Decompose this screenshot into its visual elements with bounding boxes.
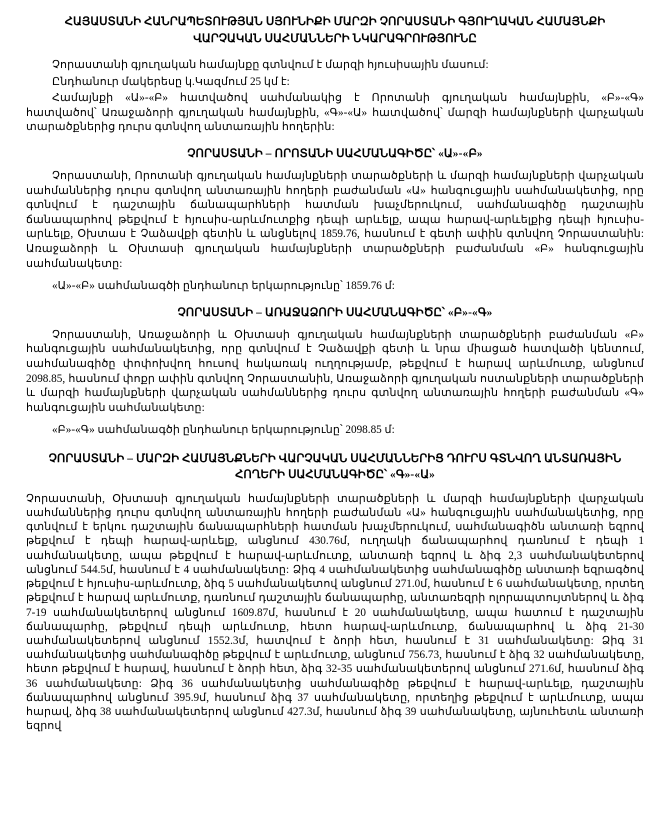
section-bg-body xyxy=(26,328,644,438)
section-ga-body xyxy=(26,492,644,733)
document-title xyxy=(26,14,644,48)
section-ab-length: «Ա»-«Բ» սահմանագծի ընդհանուր երկարությունը՝ 1859.76 մ: xyxy=(52,280,395,293)
intro-block xyxy=(26,58,644,135)
section-heading-ab: ՉՈՐԱՍՏԱՆԻ – ՈՐՈՏԱՆԻ ՍԱՀՄԱՆԱԳԻԾԸ՝ «Ա»-«Բ» xyxy=(187,147,483,160)
section-ab-paragraph: Չորաստանի, Որոտանի գյուղական համայնքների տարածքների և մարզի համայնքների վարչական սահմաններից դուրս գտնվող անտառային հողերի բաժանման «Ա» հանգուցային սահմանակետից, որը գտնվում է դաշտային ճանապարհների հատման խաչմերուկում, սահմանագիծը դաշտային ճանապարհով թեքվում է հյուսիս-արևմուտքից դեպի արևելք, ապա հարավ-արևելքից դեպի հյուսիս-արևելք, Օխտաս է Չաձավքի գետին և անցնելով 1859.76, հասնում է գետի ափին գտնվող Չորաստանին: Առաջաձորի և Օխտասի գյուղական համայնքների տարածքների բաժանման «Բ» հանգուցային սահմանակետը: xyxy=(26,169,644,270)
section-heading-ga xyxy=(26,451,644,483)
section-ga-paragraph: Չորաստանի, Օխտասի գյուղական համայնքների տարածքների և մարզի համայնքների վարչական սահմաններից դուրս գտնվող անտառային հողերի բաժանման «Ա» հանգուցային սահմանակետից, որը գտնվում է երկու դաշտային ճանապարհների հատման խաչմերուկում, սահմանագիծն անտառի եզրով թեքվում է դեպի հարավ-արևելք, անցնում 430.76մ, ուղղակի ճանապարհով դառնում է դեպի 1 սահմանակետը, ապա թեքվում է հարավ-արևմուտք, անտառի եզրով և ձիգ 2,3 սահմանակետերով անցնում 544.5մ, հասնում է 4 սահմանակետը: Ձիգ 4 սահմանակետից սահմանագիծը անտառի եզրագծով թեքվում է հյուսիս-արևմուտք, ձիգ 5 սահմանակետով անցնում 271.0մ, հասնում է 6 սահմանակետը, որտեղ թեքվում է հարավ արևմուտք, դառնում դաշտային ճանապարհը, անտառեզրի ոլորապտույտներով և ձիգ 7-19 սահմանակետերով անցնում 1609.87մ, հասնում է 20 սահմանակետը, ապա հատում է դաշտային ճանապարհը, թեքվում դեպի արևմուտք, հետո հարավ-արևմուտք, ճանապարհով և ձիգ 21-30 սահմանակետերով անցնում 1552.3մ, հատվում է ձորի հետ, հասնում է 31 սահմանակետը: Ձիգ 31 սահմանակետից սահմանագիծը թեքվում է արևմուտք, անցնում 756.73, հասնում է ձիգ 32 սահմանակետը, հետո թեքվում է հարավ, հասնում է ձորի հետ, ձիգ 32-35 սահմանակետերով անցնում 271.6մ, հասնում ձիգ 36 սահմանակետը: Ձիգ 36 սահմանակետից սահմանագիծը թեքվում է հարավ-արևելք, դաշտային ճանապարհով անցնում 395.9մ, հասնում ձիգ 37 սահմանակետը, որտեղից թեքվում է արևմուտք, ապա հարավ, ձիգ 38 սահմանակետերով անցնում 427.3մ, հասնում ձիգ 39 սահմանակետը, այնուհետև անտառի եզրով xyxy=(26,492,644,733)
section-heading-ga-line-2: ԱՆՏԱՌԱՅԻՆ ՀՈՂԵՐԻ ՍԱՀՄԱՆԱԳԻԾԸ՝ «Գ»-«Ա» xyxy=(235,452,622,481)
section-bg-length: «Բ»-«Գ» սահմանագծի ընդհանուր երկարությունը՝ 2098.85 մ: xyxy=(52,424,395,437)
intro-paragraph-2: Ընդհանուր մակերեսը կ.Կազմում 25 կմ է: xyxy=(52,75,290,88)
section-bg-paragraph: Չորաստանի, Առաջաձորի և Օխտասի գյուղական համայնքների տարածքների բաժանման «Բ» հանգուցային սահմանակետից, որը գտնվում է Չաձավքի գետի և նրա միացած հատվածի կենտում, սահմանագիծը փոփոխվող հուսով հակառակ ուղղությամբ, թեքվում է հարավ արևմուտք, անցնում 2098.85, հասնում փոքր ափին գտնվող Չորաստանին, Առաջաձորի գյուղական ոստանքների տարածքների և մարզի համայնքների վարչական սահմաններից դուրս գտնվող անտառային հողերի բաժանման «Գ» հանգուցային սահմանակետը: xyxy=(26,328,644,414)
document-title-line-2: ՎԱՐՉԱԿԱՆ ՍԱՀՄԱՆՆԵՐԻ ՆԿԱՐԱԳՐՈՒԹՅՈՒՆԸ xyxy=(193,33,477,45)
intro-paragraph-1: Չորաստանի գյուղական համայնքը գտնվում է մարզի հյուսիսային մասում: xyxy=(52,59,489,71)
section-ab-body xyxy=(26,169,644,294)
section-heading-bg: ՉՈՐԱՍՏԱՆԻ – ԱՌԱՋԱՁՈՐԻ ՍԱՀՄԱՆԱԳԻԾԸ՝ «Բ»-«Գ» xyxy=(177,306,493,319)
document-title-line-1: ՀԱՅԱՍՏԱՆԻ ՀԱՆՐԱՊԵՏՈՒԹՅԱՆ ՍՅՈՒՆԻՔԻ ՄԱՐԶԻ ՉՈՐԱՍՏԱՆԻ ԳՅՈՒՂԱԿԱՆ ՀԱՄԱՅՆՔԻ xyxy=(64,16,606,28)
intro-paragraph-3: Համայնքի «Ա»-«Բ» հատվածով սահմանակից է Որոտանի գյուղական համայնքին, «Բ»-«Գ» հատվածով՝ Առաջաձորի գյուղական համայնքին, «Գ»-«Ա» հատվածով՝ մարզի համայնքների վարչական տարածքներից դուրս գտնվող անտառային հողերին: xyxy=(26,92,644,134)
section-heading-ga-line-1: ՉՈՐԱՍՏԱՆԻ – ՄԱՐԶԻ ՀԱՄԱՅՆՔՆԵՐԻ ՎԱՐՉԱԿԱՆ ՍԱՀՄԱՆՆԵՐԻՑ ԴՈՒՐՍ ԳՏՆՎՈՂ xyxy=(48,452,542,465)
